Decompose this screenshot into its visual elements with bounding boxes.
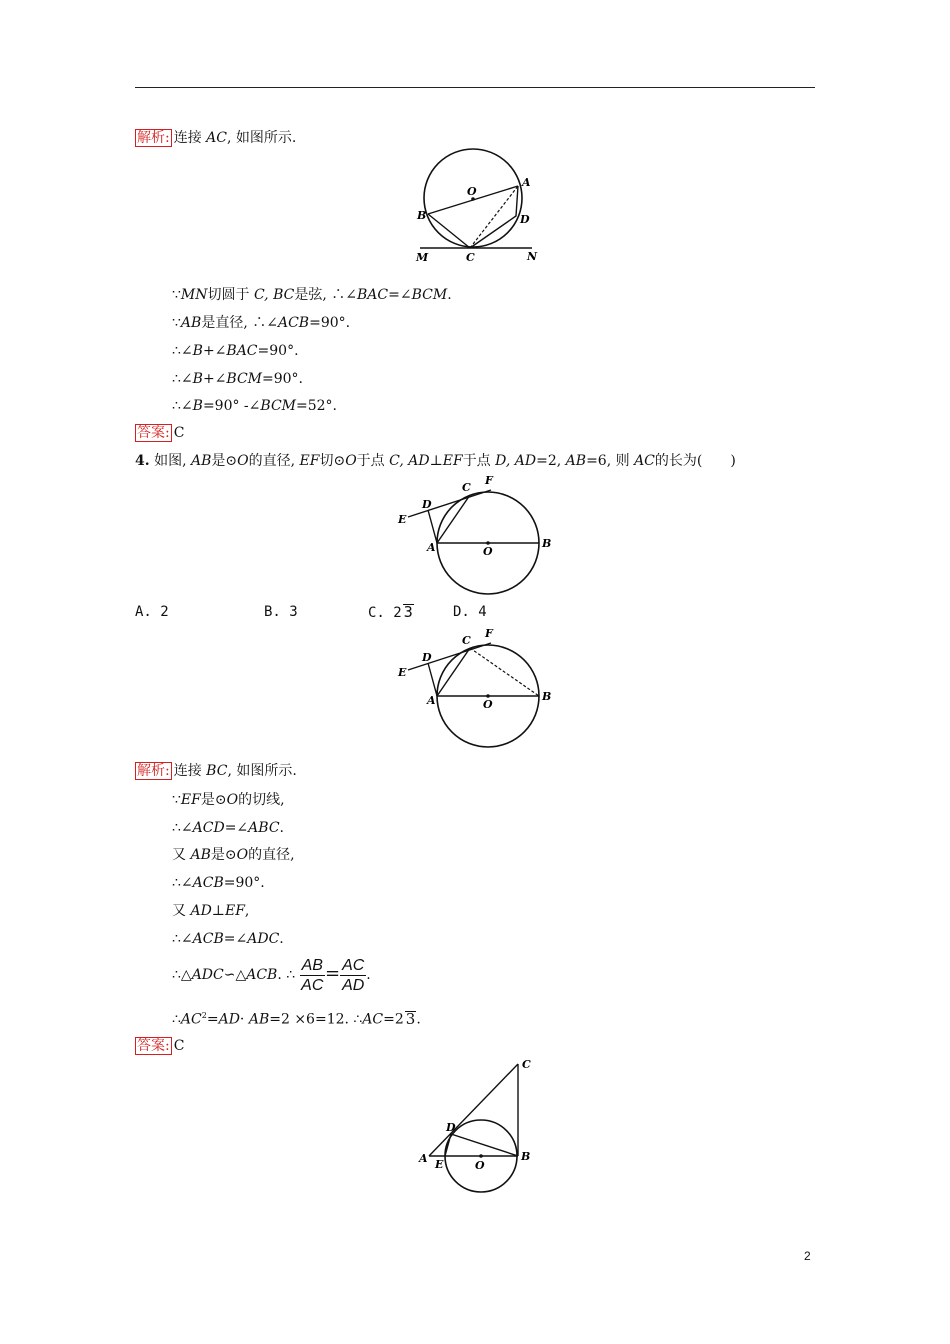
header-rule [135, 87, 815, 88]
fig4-label-c: C [522, 1058, 531, 1071]
fig3-label-d: D [422, 651, 432, 664]
fig2-label-c: C [462, 481, 471, 494]
fig2-label-o: O [483, 545, 493, 558]
fig2-label-e: E [398, 513, 407, 526]
solution2-step3: 又 AB是⊙O的直径, [172, 847, 295, 863]
solution1-step3: ∴∠B+∠BAC=90°. [172, 343, 299, 359]
solution1-step5: ∴∠B=90° -∠BCM=52°. [172, 398, 338, 414]
fig4-label-o: O [475, 1159, 485, 1172]
fig4-label-a: A [419, 1152, 428, 1165]
fig2-label-b: B [542, 537, 552, 550]
figure-next-problem [415, 1052, 545, 1197]
analysis-tag-2: 解析: [137, 763, 170, 779]
option-b: B. 3 [264, 604, 298, 620]
solution-intro-2: 解析: 连接 BC, 如图所示. [137, 763, 297, 779]
option-c-radical: 3 [403, 603, 413, 621]
solution-intro-1: 解析: 连接 AC, 如图所示. [137, 130, 297, 146]
fig1-label-n: N [527, 250, 538, 263]
solution2-step1: ∵EF是⊙O的切线, [172, 792, 285, 808]
fig1-label-a: A [522, 176, 531, 189]
fig2-label-d: D [422, 498, 432, 511]
option-c: C. 2 3 [368, 603, 413, 621]
solution2-step6: ∴∠ACB=∠ADC. [172, 931, 284, 947]
solution1-step2: ∵AB是直径, ∴∠ACB=90°. [172, 315, 351, 331]
answer-2: 答案: C [137, 1038, 185, 1054]
option-a: A. 2 [135, 604, 169, 620]
answer-tag-2: 答案: [137, 1038, 170, 1054]
fig3-label-e: E [398, 666, 407, 679]
fig2-label-f: F [485, 474, 493, 487]
fig4-label-d: D [446, 1121, 456, 1134]
solution2-step4: ∴∠ACB=90°. [172, 875, 265, 891]
fraction-ac-over-ad: $\frac{AC}{AD}$ [342, 956, 365, 994]
solution2-step5: 又 AD⊥EF, [172, 903, 250, 919]
fig3-label-c: C [462, 634, 471, 647]
page-number: 2 [804, 1249, 811, 1263]
answer-tag: 答案: [137, 425, 170, 441]
figure-tangent-mn [410, 148, 550, 268]
fig3-label-b: B [542, 690, 552, 703]
fig1-label-c: C [466, 251, 475, 264]
fig2-label-a: A [427, 541, 436, 554]
step8-radical: 3 [405, 1009, 416, 1028]
fig4-label-b: B [521, 1150, 531, 1163]
fig1-label-d: D [520, 213, 530, 226]
solution1-step1: ∵MN切圆于 C, BC是弦, ∴∠BAC=∠BCM. [172, 287, 452, 303]
fig1-label-b: B [417, 209, 427, 222]
fig3-label-a: A [427, 694, 436, 707]
fig1-label-m: M [416, 251, 429, 264]
fraction-ab-over-ac: $\frac{AB}{AC}$ [301, 956, 324, 994]
fig3-label-o: O [483, 698, 493, 711]
answer-1: 答案: C [137, 425, 185, 441]
solution2-step2: ∴∠ACD=∠ABC. [172, 820, 284, 836]
fig1-label-o: O [467, 185, 477, 198]
solution2-step8: $\therefore AC^2=AD\cdot AB=2 \times 6=12$. ∴AC=2 3. [172, 1009, 421, 1028]
figure-question-4 [390, 470, 560, 600]
analysis-tag: 解析: [137, 130, 170, 146]
fig4-label-e: E [435, 1158, 444, 1171]
solution1-step4: ∴∠B+∠BCM=90°. [172, 371, 304, 387]
solution2-step7: ∴△ADC∽△ACB. ∴ $\frac{AB}{AC}=$ $\frac{AC}{AD}$. [172, 956, 371, 994]
fig3-label-f: F [485, 627, 493, 640]
option-d: D. 4 [453, 604, 487, 620]
figure-solution-4 [390, 623, 560, 753]
question-4: 4. 如图, AB是⊙O的直径, EF切⊙O于点 C, AD⊥EF于点 D, AD=2, AB=6, 则 AC的长为( ) [135, 453, 736, 469]
